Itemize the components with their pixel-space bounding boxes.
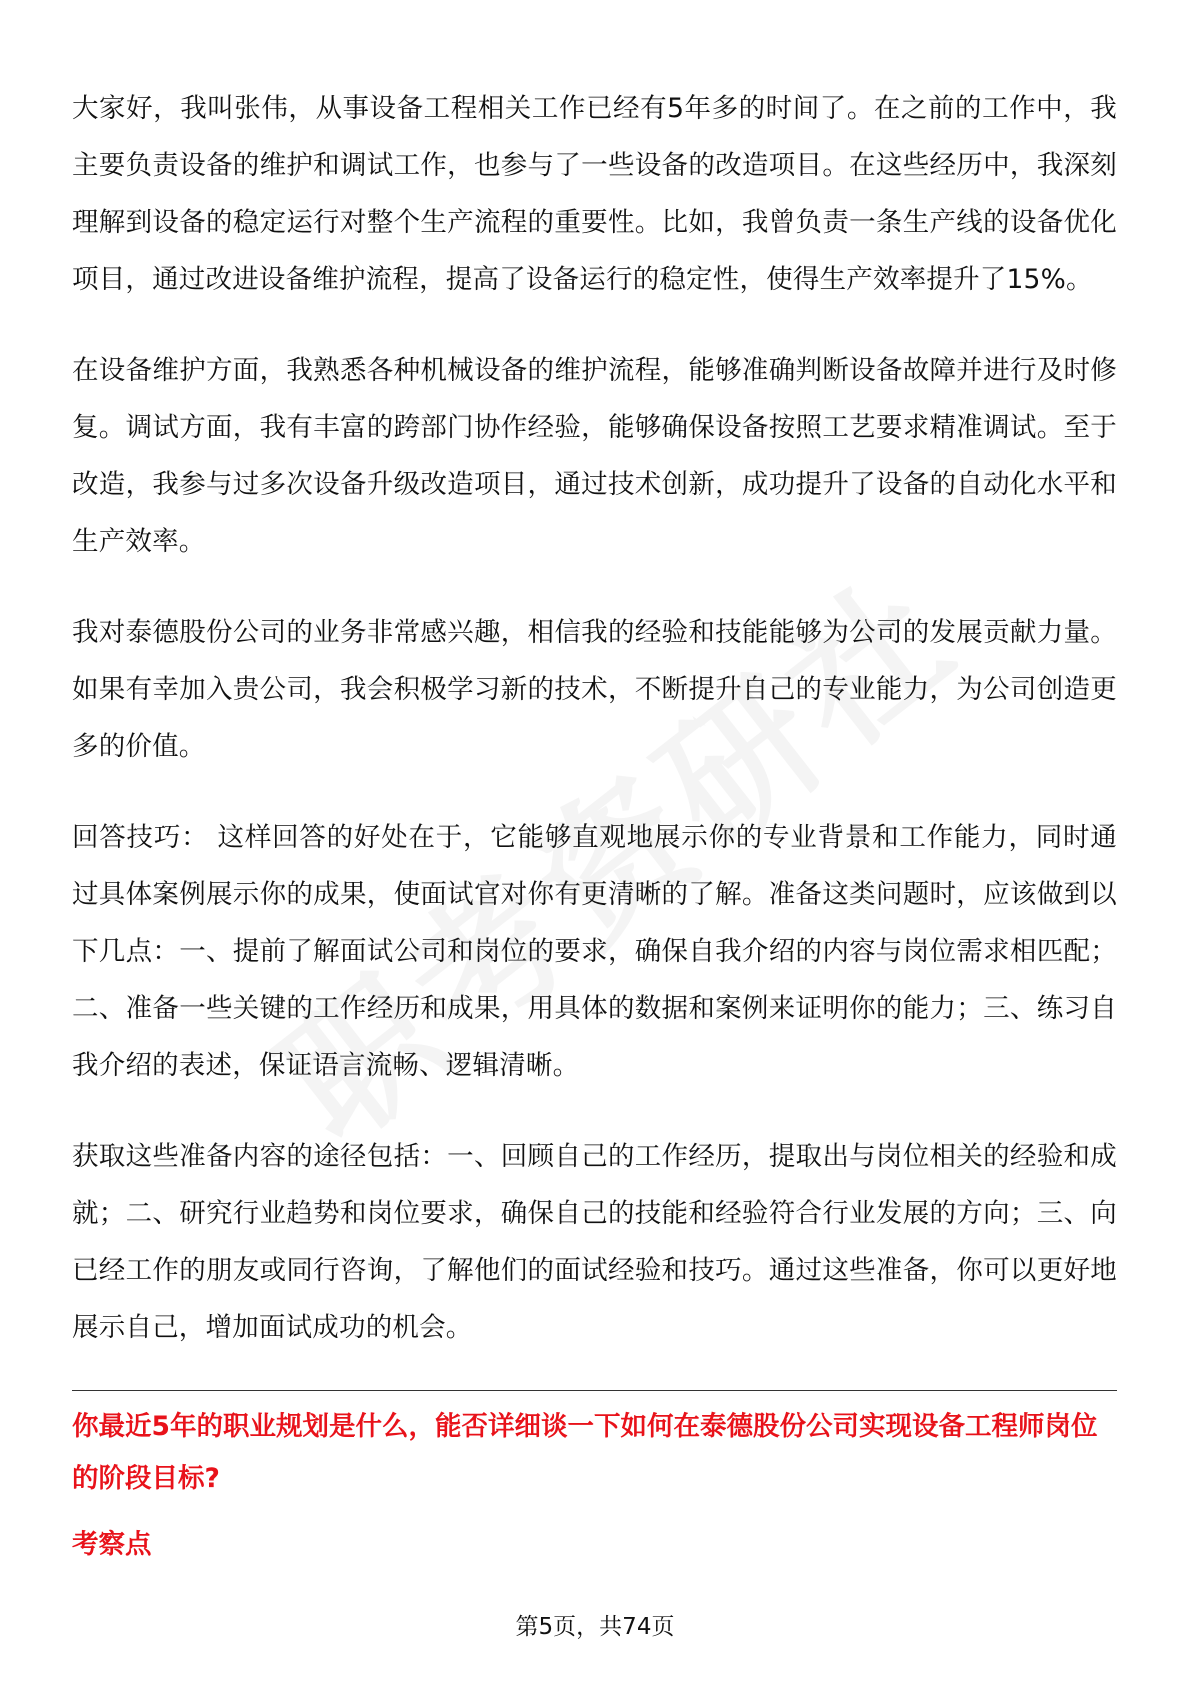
paragraph-preparation-sources: 获取这些准备内容的途径包括：一、回顾自己的工作经历，提取出与岗位相关的经验和成就；二、研究行业趋势和岗位要求，确保自己的技能和经验符合行业发展的方向；三、向已经工作的朋友或同行咨询，了解他们的面试经验和技巧。通过这些准备，你可以更好地展示自己，增加面试成功的机会。: [72, 1141, 1117, 1343]
section-label-assessment-points: 考察点: [72, 1529, 152, 1560]
section-divider: [72, 1390, 1117, 1391]
interview-question: 你最近5年的职业规划是什么，能否详细谈一下如何在泰德股份公司实现设备工程师岗位的阶段目标?: [72, 1411, 1098, 1494]
page-footer: 第5页，共74页: [515, 1614, 675, 1640]
paragraph-skills: 在设备维护方面，我熟悉各种机械设备的维护流程，能够准确判断设备故障并进行及时修复。调试方面，我有丰富的跨部门协作经验，能够确保设备按照工艺要求精准调试。至于改造，我参与过多次设备升级改造项目，通过技术创新，成功提升了设备的自动化水平和生产效率。: [72, 355, 1117, 557]
paragraph-self-intro: 大家好，我叫张伟，从事设备工程相关工作已经有5年多的时间了。在之前的工作中，我主要负责设备的维护和调试工作，也参与了一些设备的改造项目。在这些经历中，我深刻理解到设备的稳定运行对整个生产流程的重要性。比如，我曾负责一条生产线的设备优化项目，通过改进设备维护流程，提高了设备运行的稳定性，使得生产效率提升了15%。: [72, 93, 1117, 295]
page-content: [72, 80, 1117, 1571]
paragraph-motivation: 我对泰德股份公司的业务非常感兴趣，相信我的经验和技能能够为公司的发展贡献力量。如果有幸加入贵公司，我会积极学习新的技术，不断提升自己的专业能力，为公司创造更多的价值。: [72, 617, 1117, 762]
paragraph-answer-tips: 回答技巧： 这样回答的好处在于，它能够直观地展示你的专业背景和工作能力，同时通过具体案例展示你的成果，使面试官对你有更清晰的了解。准备这类问题时，应该做到以下几点：一、提前了解面试公司和岗位的要求，确保自我介绍的内容与岗位需求相匹配；二、准备一些关键的工作经历和成果，用具体的数据和案例来证明你的能力；三、练习自我介绍的表述，保证语言流畅、逻辑清晰。: [72, 822, 1117, 1081]
